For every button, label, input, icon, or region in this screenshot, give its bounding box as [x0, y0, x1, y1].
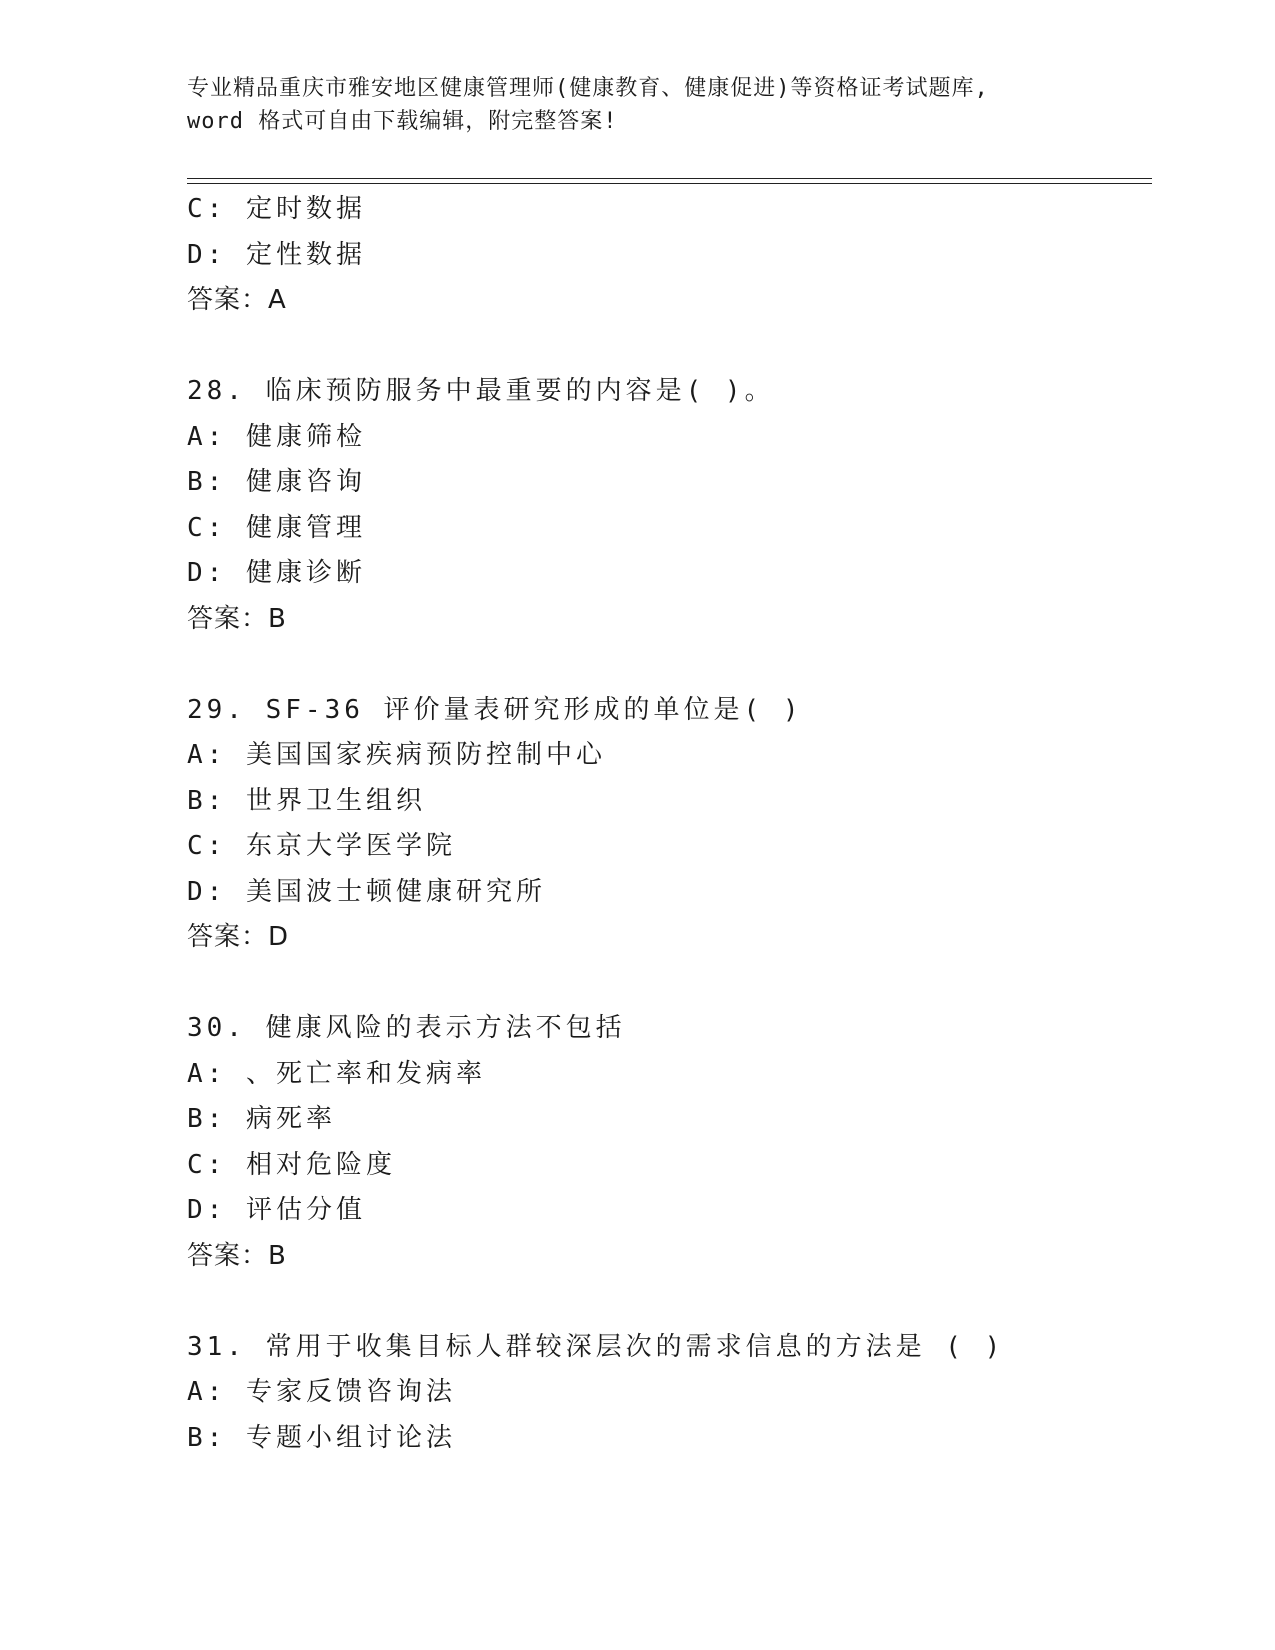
- header-line-2: word 格式可自由下载编辑，附完整答案!: [187, 109, 618, 134]
- option-c: C: 定时数据: [187, 194, 366, 224]
- option-a: A: 专家反馈咨询法: [187, 1377, 456, 1407]
- option-b: B: 专题小组讨论法: [187, 1422, 456, 1453]
- option-c: C: 东京大学医学院: [187, 831, 456, 861]
- option-a: A: 健康筛检: [187, 421, 366, 452]
- option-b: B: 世界卫生组织: [187, 785, 426, 816]
- answer: 答案：D: [187, 922, 290, 952]
- question-stem: 30. 健康风险的表示方法不包括: [187, 1013, 626, 1043]
- question-stem: 29. SF-36 评价量表研究形成的单位是( ): [187, 694, 803, 725]
- spacer: [187, 1279, 1167, 1325]
- header-line-1: 专业精品重庆市雅安地区健康管理师(健康教育、健康促进)等资格证考试题库,: [187, 76, 989, 101]
- option-d: D: 定性数据: [187, 239, 366, 270]
- option-b: B: 病死率: [187, 1104, 336, 1134]
- option-b: B: 健康咨询: [187, 467, 366, 497]
- page-header: [187, 72, 1087, 138]
- question-list: [187, 187, 1167, 1461]
- answer: 答案：B: [187, 1240, 287, 1271]
- option-a: A: 美国国家疾病预防控制中心: [187, 740, 606, 770]
- option-c: C: 健康管理: [187, 512, 366, 543]
- option-c: C: 相对危险度: [187, 1149, 396, 1180]
- option-a: A: 、死亡率和发病率: [187, 1058, 486, 1089]
- spacer: [187, 324, 1167, 370]
- spacer: [187, 642, 1167, 688]
- spacer: [187, 961, 1167, 1007]
- option-d: D: 健康诊断: [187, 558, 366, 588]
- header-divider-bottom: [187, 183, 1152, 184]
- option-d: D: 美国波士顿健康研究所: [187, 876, 546, 907]
- answer: 答案：A: [187, 285, 287, 315]
- question-stem: 28. 临床预防服务中最重要的内容是( )。: [187, 376, 775, 406]
- question-stem: 31. 常用于收集目标人群较深层次的需求信息的方法是 ( ): [187, 1331, 1005, 1362]
- header-divider-top: [187, 178, 1152, 179]
- answer: 答案：B: [187, 603, 287, 634]
- option-d: D: 评估分值: [187, 1195, 366, 1225]
